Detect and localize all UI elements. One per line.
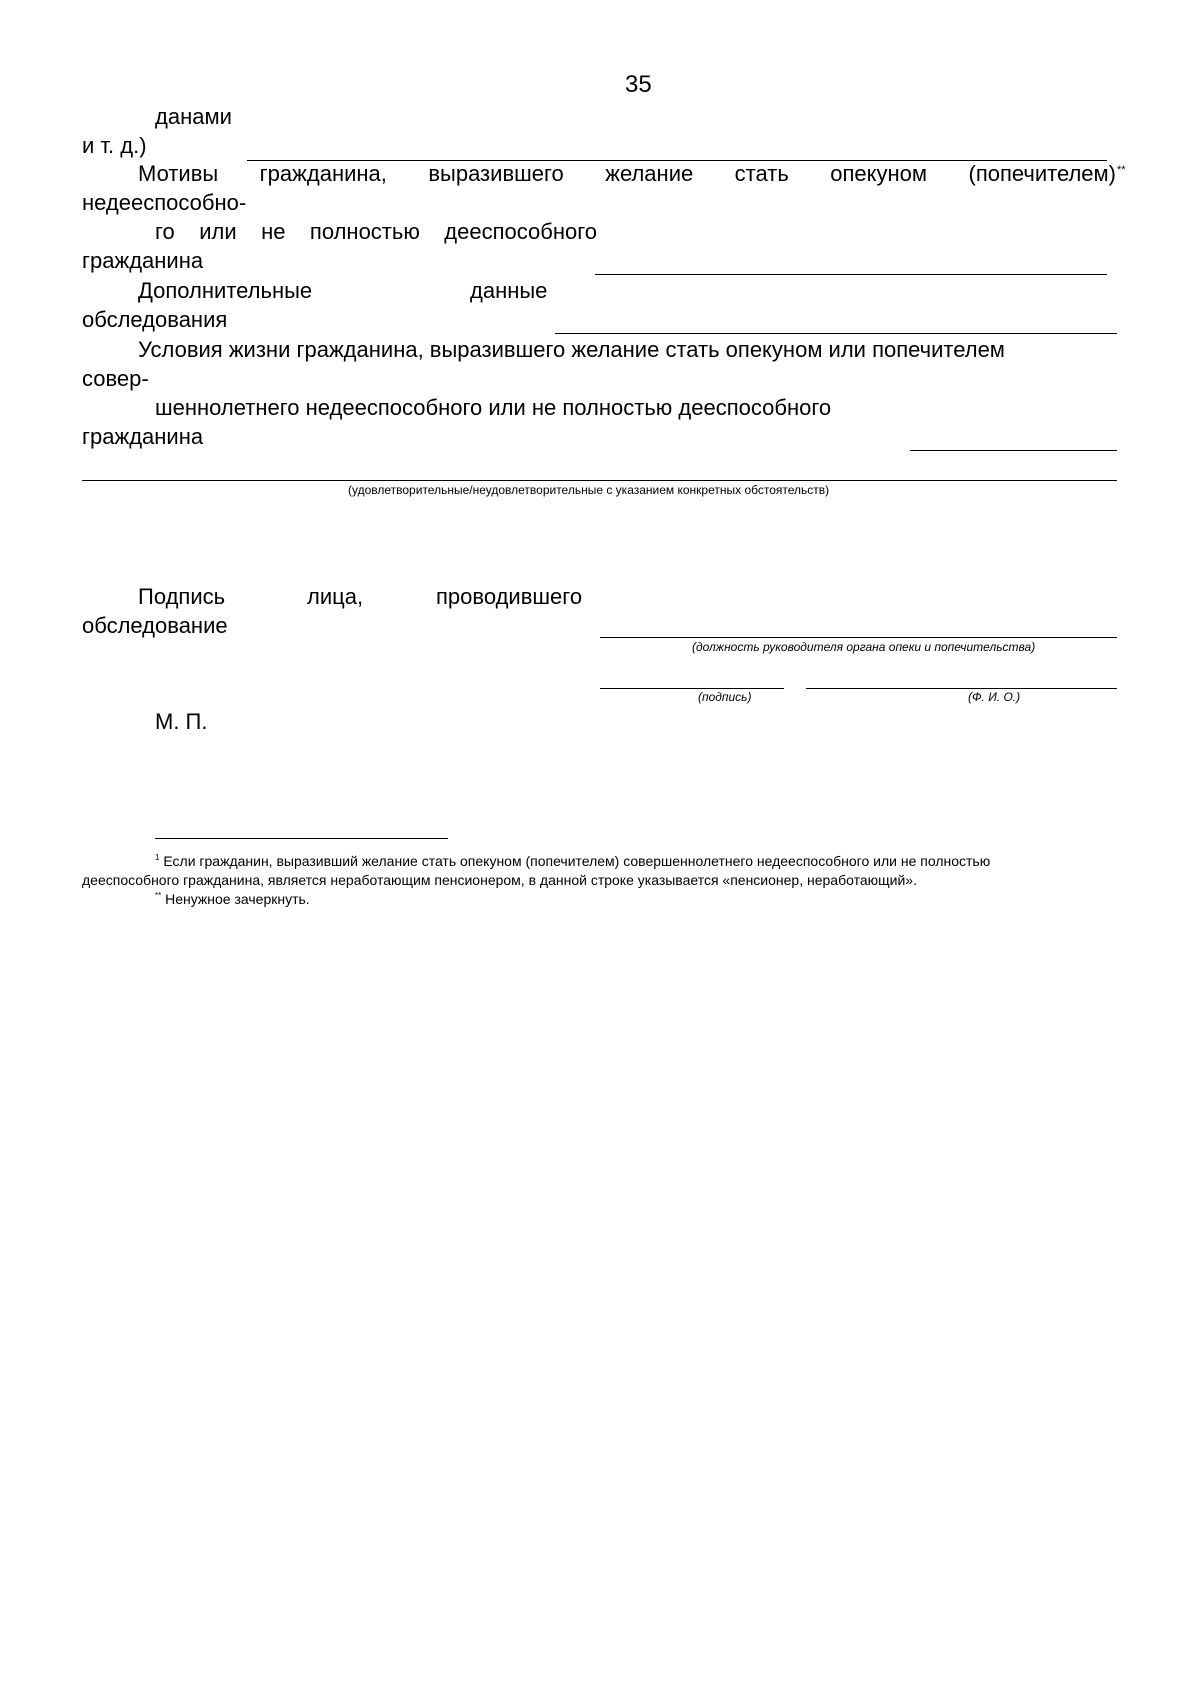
fill-line[interactable]: [82, 480, 1117, 481]
text-line: обследования: [82, 307, 228, 332]
text-line: совер-: [82, 366, 149, 391]
position-caption: (должность руководителя органа опеки и попечительства): [692, 640, 1036, 654]
position-line[interactable]: [600, 637, 1117, 638]
footnote-1: $^1$ Если гражданин, выразивший желание стать опекуном (попечителем) совершеннолетнего недееспособного или не полностью: [155, 853, 991, 869]
page-number: 35: [625, 71, 652, 98]
text-line: обследование: [82, 613, 228, 638]
footnote-separator: [155, 838, 448, 839]
text-line: лица,: [307, 584, 364, 609]
footnote-mark: **: [1117, 164, 1126, 176]
fio-caption: (Ф. И. О.): [968, 690, 1021, 704]
text-line: Условия жизни гражданина, выразившего желание стать опекуном или попечителем: [138, 337, 1005, 362]
footnote-1-cont: дееспособного гражданина, является неработающим пенсионером, в данной строке указывается «пенсионер, неработающий».: [82, 872, 917, 888]
text-line: и т. д.): [82, 133, 147, 158]
seal-placeholder: М. П.: [155, 709, 208, 734]
text-line: шеннолетнего недееспособного или не полностью дееспособного: [155, 395, 832, 420]
text-line: гражданина: [82, 424, 204, 449]
text-line: данами: [155, 104, 232, 129]
signature-line[interactable]: [600, 688, 784, 689]
text-line: проводившего: [436, 584, 583, 609]
motives-line-1: Мотивы гражданина, выразившего желание стать опекуном (попечителем): [138, 161, 1116, 186]
fill-line[interactable]: [555, 333, 1117, 334]
signature-caption: (подпись): [698, 690, 752, 704]
text-line: Дополнительные: [138, 278, 313, 303]
fio-line[interactable]: [806, 688, 1117, 689]
text-line: Подпись: [138, 584, 226, 609]
footnote-2: ** Ненужное зачеркнуть.: [155, 891, 310, 907]
text-line: го или не полностью дееспособного: [155, 219, 597, 244]
fill-line[interactable]: [910, 450, 1117, 451]
fill-line[interactable]: [595, 274, 1107, 275]
text-line: недееспособно-: [82, 190, 247, 215]
caption: (удовлетворительные/неудовлетворительные с указанием конкретных обстоятельств): [348, 483, 830, 497]
text-line: гражданина: [82, 248, 204, 273]
text-line: данные: [470, 278, 548, 303]
